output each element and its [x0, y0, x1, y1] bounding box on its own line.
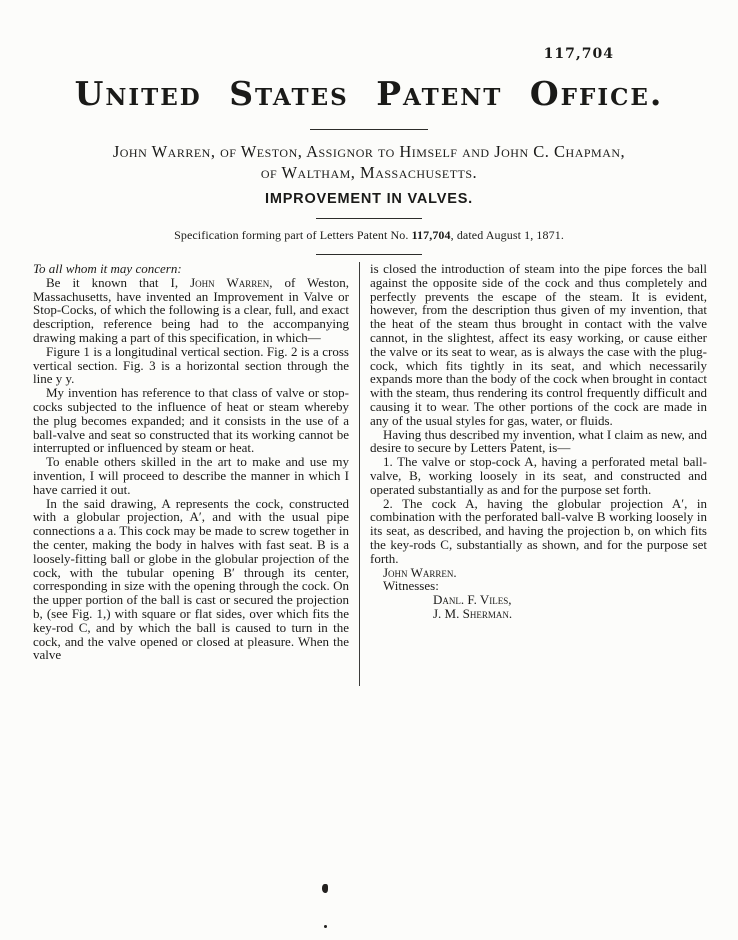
- page-title: United States Patent Office.: [74, 74, 664, 113]
- horizontal-rule: [316, 254, 422, 255]
- specification-line: [0, 228, 738, 243]
- paragraph-invention-summary: My invention has reference to that class of valve or stop-cocks subjected to the influence of heat or steam whereby the plug becomes expanded; and it consists in the use of a ball-valve and seat so constructed that its working cannot be interrupted or influenced by steam or heat.: [33, 385, 349, 456]
- witness-name: J. M. Sherman.: [433, 605, 513, 621]
- left-column: [33, 262, 359, 662]
- inventor-name: John Warren: [190, 274, 270, 290]
- intro-after-name: , of Weston, Massachusetts, have invented an Improvement in Valve or Stop-Cocks, of which the following is a clear, full, and exact description, reference being had to the accompanying drawing making a part of this specification, in which—: [33, 274, 349, 345]
- paragraph-claims-preamble: Having thus described my invention, what I claim as new, and desire to secure by Letters Patent, is—: [370, 426, 707, 456]
- patent-number: 117,704: [543, 46, 614, 62]
- body-columns: [33, 262, 707, 686]
- grantee-line-2: of Waltham, Massachusetts.: [260, 163, 478, 182]
- paragraph-continuation: is closed the introduction of steam into the pipe forces the ball against the opposite side of the cock and thus completely and perfectly prevents the escape of the steam. It is evident, however, from the description thus given of my invention, that the heat of the steam thus brought in contact with the valve cannot, in the slightest, affect its easy working, or cause either the valve or its seat to wear, as is always the case with the plug-cock, which fits tightly in its seat, and which necessarily expands more than the body of the cock when brought in contact with the steam, thus rendering its control frequently difficult and causing it to wear. The other portions of the cock are made in any of the usual styles for gas, water, or fluids.: [370, 261, 707, 428]
- claim-1: 1. The valve or stop-cock A, having a perforated metal ball-valve, B, working loosely in its seat, and constructed and operated substantially as and for the purpose set forth.: [370, 454, 707, 497]
- invention-title: IMPROVEMENT IN VALVES.: [265, 191, 473, 207]
- ink-artifact: [324, 925, 327, 928]
- paragraph-enablement: To enable others skilled in the art to make and use my invention, I will proceed to describe the manner in which I have carried it out.: [33, 454, 349, 497]
- grantee-heading: [0, 141, 738, 183]
- inventor-signature: John Warren.: [383, 564, 457, 580]
- witness-name: Danl. F. Viles,: [433, 592, 512, 608]
- horizontal-rule: [316, 218, 422, 219]
- spec-patent-number: 117,704: [411, 228, 451, 242]
- witnesses-label: Witnesses:: [383, 578, 439, 594]
- horizontal-rule: [310, 129, 428, 130]
- spec-prefix: Specification forming part of Letters Patent No.: [174, 228, 412, 242]
- paragraph-figures: Figure 1 is a longitudinal vertical section. Fig. 2 is a cross vertical section. Fig. 3 is a horizontal section through the line y y.: [33, 343, 349, 387]
- ink-artifact: [322, 884, 328, 893]
- spec-suffix: , dated August 1, 1871.: [450, 228, 564, 242]
- claim-2: 2. The cock A, having the globular projection A′, in combination with the perforated ball-valve B working loosely in its seat, as described, and having the projection b, on which fits the key-rods C, substantially as shown, and for the purpose set forth.: [370, 495, 707, 566]
- salutation: To all whom it may concern:: [33, 261, 182, 276]
- intro-before-name: Be it known that I,: [46, 274, 191, 290]
- paragraph-intro: [33, 276, 349, 345]
- grantee-line-1: John Warren, of Weston, Assignor to Himself and John C. Chapman,: [112, 142, 626, 161]
- right-column: [360, 262, 707, 621]
- paragraph-drawing-description: In the said drawing, A represents the cock, constructed with a globular projection, A′, and with the usual pipe connections a a. This cock may be made to screw together in the center, making the body in halves with fast seat. B is a loosely-fitting ball or globe in the globular projection of the cock, with the tubular opening B′ through its center, corresponding in size with the opening through the cock. On the upper portion of the ball is cast or secured the projection b, (see Fig. 1,) with square or flat sides, over which fits the key-rod C, and by which the ball is caused to turn in the cock, and the valve opened or closed at pleasure. When the valve: [33, 495, 349, 663]
